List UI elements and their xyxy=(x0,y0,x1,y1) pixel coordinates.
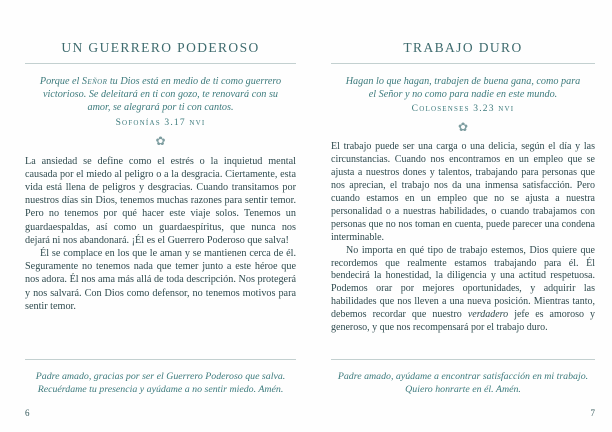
body-paragraph: El trabajo puede ser una carga o una delicia, según el día y las circunstancias. Cuando nos encontramos en un empleo que se ajusta a nuestros dones y talentos, trabajando para personas que nos aprecian, el trabajo nos da una inmensa satisfacción. Pero cuando estamos en un empleo que no se ajusta a nuestra personalidad o a nuestras habilidades, o cuando trabajamos con personas que no nos toman en cuenta, puede parecer una condena interminable. xyxy=(331,141,595,243)
prayer-divider xyxy=(331,359,595,360)
devotional-title: TRABAJO DURO xyxy=(403,40,523,55)
body-paragraph: Él se complace en los que le aman y se mantienen cerca de él. Seguramente no tenemos nada que temer junto a este héroe que nos adora. Él nos ama más allá de toda descripción. Nos protegerá y nos salvará. Con Dios como defensor, no tenemos motivos para sentir temor. xyxy=(25,248,296,312)
scripture-quote: Porque el Señor tu Dios está en medio de ti como guerrero victorioso. Se deleitará en ti con gozo, te renovará con su amor, se alegrará por ti con cantos. xyxy=(39,76,282,114)
florette-icon: ✿ xyxy=(155,133,166,148)
page-number: 7 xyxy=(590,408,595,418)
title-divider xyxy=(25,63,296,64)
page-number: 6 xyxy=(25,408,30,418)
prayer-text: Padre amado, ayúdame a encontrar satisfacción en mi trabajo. Quiero honrarte en él. Amén. xyxy=(337,371,589,395)
prayer-section xyxy=(25,359,296,396)
scripture-quote: Hagan lo que hagan, trabajen de buena gana, como para el Señor y no como para nadie en este mundo. xyxy=(345,76,581,101)
prayer-divider xyxy=(25,359,296,360)
title-divider xyxy=(331,63,595,64)
body-paragraph: La ansiedad se define como el estrés o la inquietud mental causada por el miedo al peligro o a la desgracia. Ciertamente, esta vida está llena de peligros y desgracias. Cuando transitamos por nuestros días sin Dios, tenemos muchas razones para sentir temor. Pero no tenemos por qué hacer este viaje solos. Tenemos un guardaespaldas, así como un guardaespíritus, que nunca nos dejará ni nos abandonará. ¡Él es el Guerrero Poderoso que salva! xyxy=(25,155,296,246)
scripture-reference: Colosenses 3.23 nvi xyxy=(411,104,515,115)
florette-icon: ✿ xyxy=(457,120,469,135)
page-right xyxy=(306,0,612,432)
scripture-reference: Sofonías 3.17 nvi xyxy=(115,117,206,128)
body-paragraph: No importa en qué tipo de trabajo estemos, Dios quiere que recordemos que realmente estamos trabajando para él. Él bendecirá la honestidad, la diligencia y una actitud respetuosa. Podemos orar por mejores oportunidades, y adquirir las habilidades que nos lleven a una nueva posición. Mientras tanto, debemos recordar que nuestro verdadero jefe es amoroso y generoso, y que nos recompensará por el trabajo duro. xyxy=(331,244,595,334)
devotional-title: UN GUERRERO PODEROSO xyxy=(61,40,260,55)
prayer-section xyxy=(331,359,595,396)
prayer-text: Padre amado, gracias por ser el Guerrero Poderoso que salva. Recuérdame tu presencia y ayúdame a no sentir miedo. Amén. xyxy=(35,371,286,395)
